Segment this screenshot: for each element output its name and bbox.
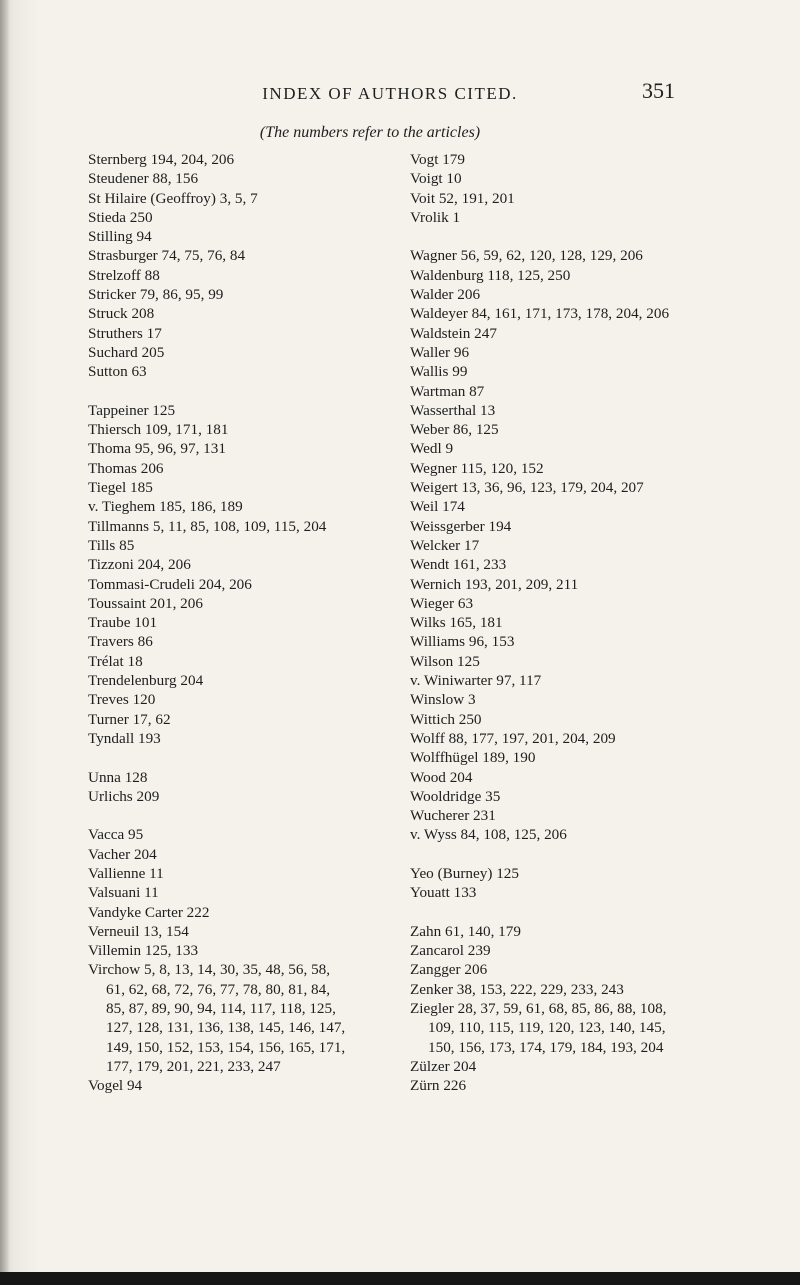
index-entry-text: Weil 174 — [410, 498, 465, 516]
index-entry-continuation: 149, 150, 152, 153, 154, 156, 165, 171, — [106, 1038, 346, 1056]
page-number: 351 — [642, 78, 675, 103]
index-entry — [88, 150, 388, 169]
index-entry-text: Tommasi-Crudeli 204, 206 — [88, 575, 252, 593]
index-entry-text: Turner 17, 62 — [88, 710, 171, 728]
index-entry-text: Wieger 63 — [410, 594, 474, 612]
index-entry — [88, 787, 388, 806]
index-entry — [410, 517, 730, 536]
index-entry — [410, 787, 730, 806]
index-entry — [88, 883, 388, 902]
index-entry — [410, 304, 730, 323]
index-entry — [88, 941, 388, 960]
index-section-gap — [88, 748, 388, 767]
index-entry — [410, 768, 730, 787]
index-entry-text: Trélat 18 — [88, 652, 143, 670]
index-entry — [88, 420, 388, 439]
index-entry — [410, 883, 730, 902]
index-entry — [88, 401, 388, 420]
index-entry — [410, 439, 730, 458]
index-entry — [88, 324, 388, 343]
index-entry — [410, 362, 730, 381]
index-entry-text: Sternberg 194, 204, 206 — [88, 151, 235, 168]
index-entry — [88, 671, 388, 690]
index-entry-text: Struck 208 — [88, 305, 155, 323]
index-entry-text: Weigert 13, 36, 96, 123, 179, 204, 207 — [410, 479, 644, 497]
index-entry-text: Zangger 206 — [410, 961, 488, 979]
index-entry — [410, 246, 730, 265]
index-entry — [88, 690, 388, 709]
index-entry-text: Wolff 88, 177, 197, 201, 204, 209 — [410, 729, 616, 747]
index-entry — [410, 1057, 730, 1076]
index-entry-text: Zürn 226 — [410, 1077, 467, 1095]
index-entry-text: Vrolik 1 — [410, 208, 461, 226]
index-entry-text: Wucherer 231 — [410, 807, 496, 825]
index-section-gap — [410, 227, 730, 246]
index-entry-text: Stricker 79, 86, 95, 99 — [88, 286, 224, 304]
index-entry-text: Zenker 38, 153, 222, 229, 233, 243 — [410, 980, 624, 998]
index-entry-text: Zahn 61, 140, 179 — [410, 922, 521, 940]
index-entry — [88, 285, 388, 304]
index-entry — [88, 362, 388, 381]
index-entry — [88, 246, 388, 265]
index-section-gap — [410, 845, 730, 864]
index-entry-text: Treves 120 — [88, 691, 156, 709]
index-entry — [410, 420, 730, 439]
running-head: INDEX OF AUTHORS CITED. — [262, 84, 518, 103]
index-entry-text: Verneuil 13, 154 — [88, 922, 189, 940]
index-entry-text: Unna 128 — [88, 768, 148, 786]
index-entry-text: Urlichs 209 — [88, 787, 160, 805]
index-entry — [410, 575, 730, 594]
index-entry-text: Travers 86 — [88, 633, 153, 651]
index-section-gap — [410, 903, 730, 922]
index-entry-text: Wendt 161, 233 — [410, 556, 507, 574]
index-entry-text: Tills 85 — [88, 536, 135, 554]
index-entry-text: v. Wyss 84, 108, 125, 206 — [410, 826, 567, 844]
index-entry-text: Zancarol 239 — [410, 942, 491, 960]
index-entry-text: Tiegel 185 — [88, 479, 153, 497]
index-entry — [410, 324, 730, 343]
index-entry — [88, 903, 388, 922]
index-entry-text: Wasserthal 13 — [410, 401, 496, 419]
index-entry — [88, 343, 388, 362]
index-entry-text: Toussaint 201, 206 — [88, 594, 203, 612]
index-entry-text: Vandyke Carter 222 — [88, 903, 210, 921]
index-subtitle: (The numbers refer to the articles) — [259, 124, 481, 141]
index-entry-continuation: 177, 179, 201, 221, 233, 247 — [106, 1057, 281, 1075]
index-entry-text: Welcker 17 — [410, 536, 480, 554]
index-entry-text: Weissgerber 194 — [410, 517, 512, 535]
index-entry-text: Zülzer 204 — [410, 1057, 477, 1075]
index-entry — [410, 690, 730, 709]
index-entry-text: Vallienne 11 — [88, 864, 164, 882]
index-entry — [88, 304, 388, 323]
index-entry-text: Strasburger 74, 75, 76, 84 — [88, 247, 246, 265]
index-entry-text: Waller 96 — [410, 343, 470, 361]
index-entry — [88, 845, 388, 864]
index-entry-text: Suchard 205 — [88, 343, 165, 361]
scan-bottom-border — [0, 1272, 800, 1285]
index-entry-text: Wilson 125 — [410, 652, 480, 670]
index-entry — [410, 555, 730, 574]
index-entry — [410, 806, 730, 825]
index-entry — [410, 980, 730, 999]
index-entry — [88, 613, 388, 632]
page-gutter-shadow — [0, 0, 10, 1285]
index-entry — [88, 575, 388, 594]
index-entry-text: Wartman 87 — [410, 382, 485, 400]
index-entry-text: Wagner 56, 59, 62, 120, 128, 129, 206 — [410, 247, 643, 265]
index-entry-text: Steudener 88, 156 — [88, 170, 199, 188]
index-entry — [410, 401, 730, 420]
index-entry — [410, 922, 730, 941]
index-entry-text: Valsuani 11 — [88, 884, 159, 902]
index-entry-text: Youatt 133 — [410, 884, 477, 902]
index-entry-text: Traube 101 — [88, 614, 158, 632]
index-entry — [88, 266, 388, 285]
index-entry-text: St Hilaire (Geoffroy) 3, 5, 7 — [88, 189, 258, 207]
index-entry-continuation: 61, 62, 68, 72, 76, 77, 78, 80, 81, 84, — [106, 980, 331, 998]
index-entry-text: Winslow 3 — [410, 691, 476, 709]
index-entry — [410, 594, 730, 613]
index-entry-continuation: 127, 128, 131, 136, 138, 145, 146, 147, — [106, 1019, 346, 1037]
index-entry — [410, 382, 730, 401]
index-entry-text: Williams 96, 153 — [410, 633, 515, 651]
index-entry-text: Waldenburg 118, 125, 250 — [410, 266, 571, 284]
index-entry-text: Thiersch 109, 171, 181 — [88, 421, 229, 439]
index-entry-text: Strelzoff 88 — [88, 266, 160, 284]
index-entry — [88, 459, 388, 478]
index-entry — [410, 960, 730, 979]
index-entry — [88, 478, 388, 497]
index-entry — [410, 613, 730, 632]
index-entry — [88, 497, 388, 516]
index-entry-text: Stieda 250 — [88, 208, 153, 226]
index-entry — [410, 285, 730, 304]
index-entry-text: Yeo (Burney) 125 — [410, 864, 519, 882]
index-entry — [88, 555, 388, 574]
index-entry — [88, 960, 388, 1076]
index-entry-text: Stilling 94 — [88, 228, 152, 246]
index-entry-text: Tizzoni 204, 206 — [88, 556, 191, 574]
index-entry — [410, 150, 730, 169]
index-entry — [88, 439, 388, 458]
index-entry — [88, 208, 388, 227]
index-entry — [410, 536, 730, 555]
index-entry — [88, 189, 388, 208]
index-entry-text: Villemin 125, 133 — [88, 942, 199, 960]
index-entry — [88, 729, 388, 748]
index-entry — [88, 652, 388, 671]
index-entry — [88, 864, 388, 883]
index-entry-text: Waldeyer 84, 161, 171, 173, 178, 204, 206 — [410, 305, 670, 323]
index-entry-text: v. Winiwarter 97, 117 — [410, 672, 542, 690]
index-entry-text: Wallis 99 — [410, 363, 468, 381]
index-section-gap — [88, 382, 388, 401]
index-section-gap — [88, 806, 388, 825]
index-entry-text: Wegner 115, 120, 152 — [410, 459, 544, 477]
index-entry — [88, 169, 388, 188]
index-entry-text: Vogt 179 — [410, 151, 465, 168]
index-entry — [410, 189, 730, 208]
index-entry — [88, 536, 388, 555]
index-entry — [410, 999, 730, 1057]
index-entry-text: Sutton 63 — [88, 363, 147, 381]
index-entry-text: Vacher 204 — [88, 845, 157, 863]
index-entry-text: Wolffhügel 189, 190 — [410, 749, 536, 767]
index-entry-text: Thoma 95, 96, 97, 131 — [88, 440, 226, 458]
index-entry-text: Wooldridge 35 — [410, 787, 501, 805]
index-entry — [410, 478, 730, 497]
index-column-right — [410, 150, 730, 1096]
index-entry — [410, 343, 730, 362]
index-entry-text: Tappeiner 125 — [88, 401, 176, 419]
index-entry — [410, 266, 730, 285]
index-entry — [88, 594, 388, 613]
index-entry-text: Virchow 5, 8, 13, 14, 30, 35, 48, 56, 58, — [88, 961, 331, 979]
index-entry-text: Thomas 206 — [88, 459, 164, 477]
index-entry — [410, 459, 730, 478]
index-entry — [410, 864, 730, 883]
index-entry — [410, 710, 730, 729]
index-entry — [88, 227, 388, 246]
index-entry — [88, 1076, 388, 1095]
index-entry — [410, 497, 730, 516]
index-entry — [410, 825, 730, 844]
index-entry-continuation: 109, 110, 115, 119, 120, 123, 140, 145, — [428, 1019, 666, 1037]
index-entry-text: Wedl 9 — [410, 440, 454, 458]
index-entry-text: Tyndall 193 — [88, 729, 161, 747]
index-entry-text: Vacca 95 — [88, 826, 144, 844]
index-entry-text: Weber 86, 125 — [410, 421, 499, 439]
index-entry — [88, 825, 388, 844]
index-entry-text: Wilks 165, 181 — [410, 614, 503, 632]
index-entry — [88, 517, 388, 536]
index-entry — [410, 748, 730, 767]
index-entry-text: Walder 206 — [410, 286, 481, 304]
index-entry-text: Struthers 17 — [88, 324, 162, 342]
index-entry-text: Vogel 94 — [88, 1077, 143, 1095]
index-entry-text: v. Tieghem 185, 186, 189 — [88, 498, 243, 516]
index-entry — [410, 652, 730, 671]
index-entry — [88, 922, 388, 941]
index-entry — [88, 632, 388, 651]
index-entry-continuation: 150, 156, 173, 174, 179, 184, 193, 204 — [428, 1038, 664, 1056]
index-entry — [88, 710, 388, 729]
index-entry-text: Tillmanns 5, 11, 85, 108, 109, 115, 204 — [88, 517, 327, 535]
index-entry-text: Trendelenburg 204 — [88, 672, 204, 690]
index-entry — [410, 941, 730, 960]
index-column-left — [88, 150, 388, 1096]
index-entry-text: Wood 204 — [410, 768, 473, 786]
index-entry-text: Ziegler 28, 37, 59, 61, 68, 85, 86, 88, 108, — [410, 1000, 667, 1018]
index-entry-text: Wittich 250 — [410, 710, 482, 728]
index-entry — [410, 169, 730, 188]
index-entry — [410, 208, 730, 227]
index-entry — [410, 671, 730, 690]
index-entry — [410, 729, 730, 748]
index-entry-text: Waldstein 247 — [410, 324, 497, 342]
index-entry — [410, 1076, 730, 1095]
index-entry — [410, 632, 730, 651]
index-entry-text: Voit 52, 191, 201 — [410, 189, 515, 207]
index-entry — [88, 768, 388, 787]
index-entry-continuation: 85, 87, 89, 90, 94, 114, 117, 118, 125, — [106, 1000, 336, 1018]
index-entry-text: Voigt 10 — [410, 170, 462, 188]
index-entry-text: Wernich 193, 201, 209, 211 — [410, 575, 579, 593]
